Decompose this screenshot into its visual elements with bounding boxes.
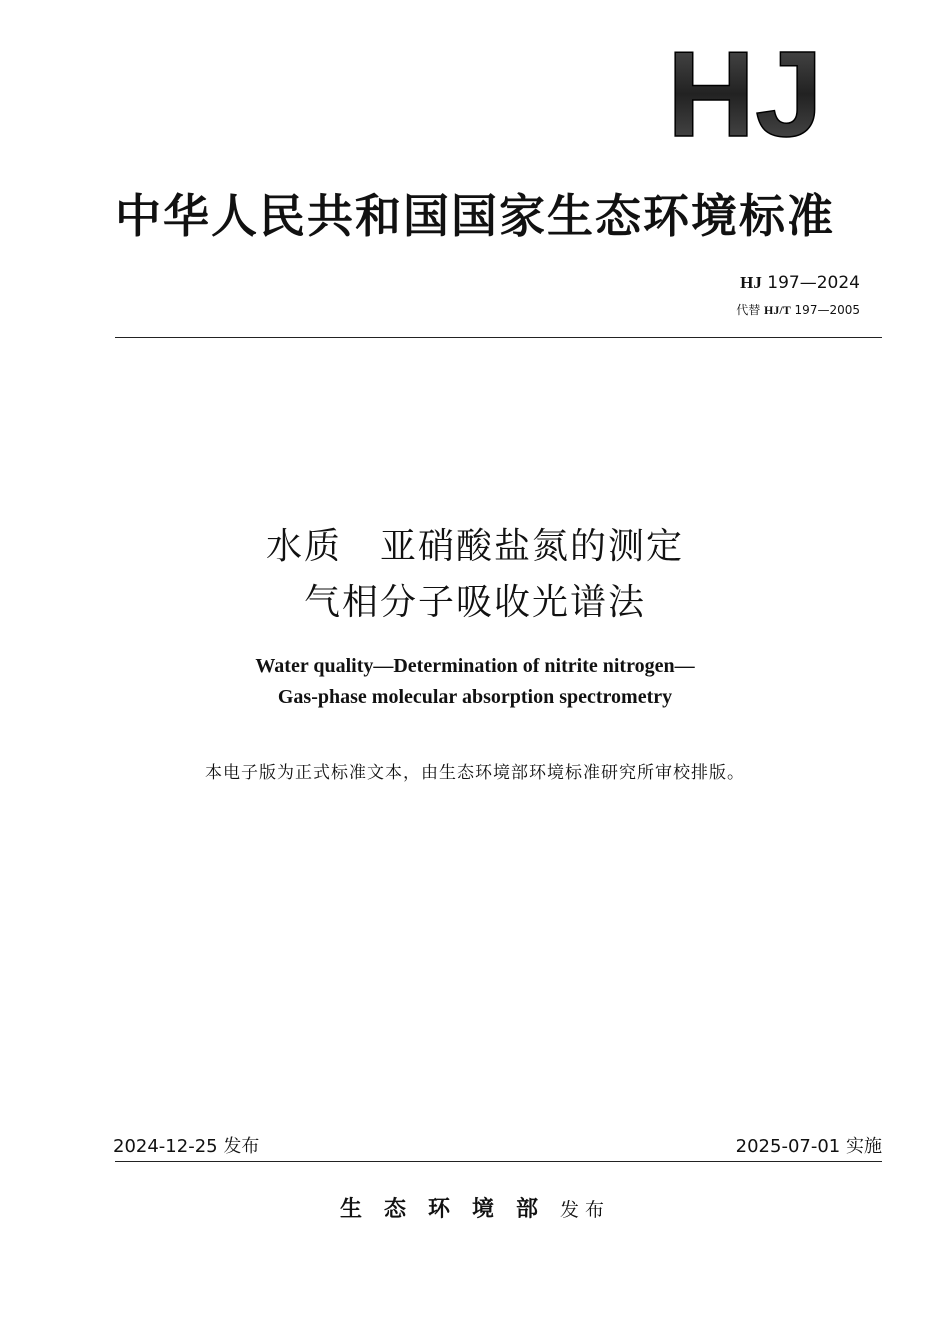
publisher	[0, 1192, 950, 1223]
title-en-line1: Water quality—Determination of nitrite nitrogen—	[255, 655, 695, 677]
bottom-divider	[115, 1161, 882, 1162]
replaces-number: 197—2005	[794, 303, 860, 317]
title-cn-line1	[0, 518, 950, 569]
series-title: 中华人民共和国国家生态环境标准	[115, 189, 835, 243]
implementation-date: 2025-07-01 实施	[735, 1136, 882, 1157]
standard-number-block	[736, 272, 860, 318]
standard-number-value: 197—2024	[767, 273, 860, 293]
publisher-name: 生态环境部	[339, 1196, 560, 1222]
title-cn-line1-part2: 亚硝酸盐氮的测定	[380, 526, 685, 567]
standard-number	[736, 272, 860, 294]
electronic-edition-notice: 本电子版为正式标准文本，由生态环境部环境标准研究所审校排版。	[205, 763, 745, 783]
standard-code: HJ	[740, 273, 762, 292]
replaces-code: HJ/T	[764, 303, 791, 317]
top-divider	[115, 337, 882, 338]
issue-date: 2024-12-25 发布	[113, 1136, 260, 1157]
publisher-suffix: 发布	[560, 1199, 611, 1221]
title-cn-line1-part1: 水质	[265, 526, 342, 567]
svg-text:HJ: HJ	[667, 42, 823, 142]
title-en-line2: Gas-phase molecular absorption spectrometry	[277, 686, 673, 708]
replaces-standard	[736, 302, 860, 318]
replaces-label: 代替	[736, 303, 761, 317]
title-cn-line2: 气相分子吸收光谱法	[303, 582, 646, 623]
hj-logo	[655, 42, 835, 142]
